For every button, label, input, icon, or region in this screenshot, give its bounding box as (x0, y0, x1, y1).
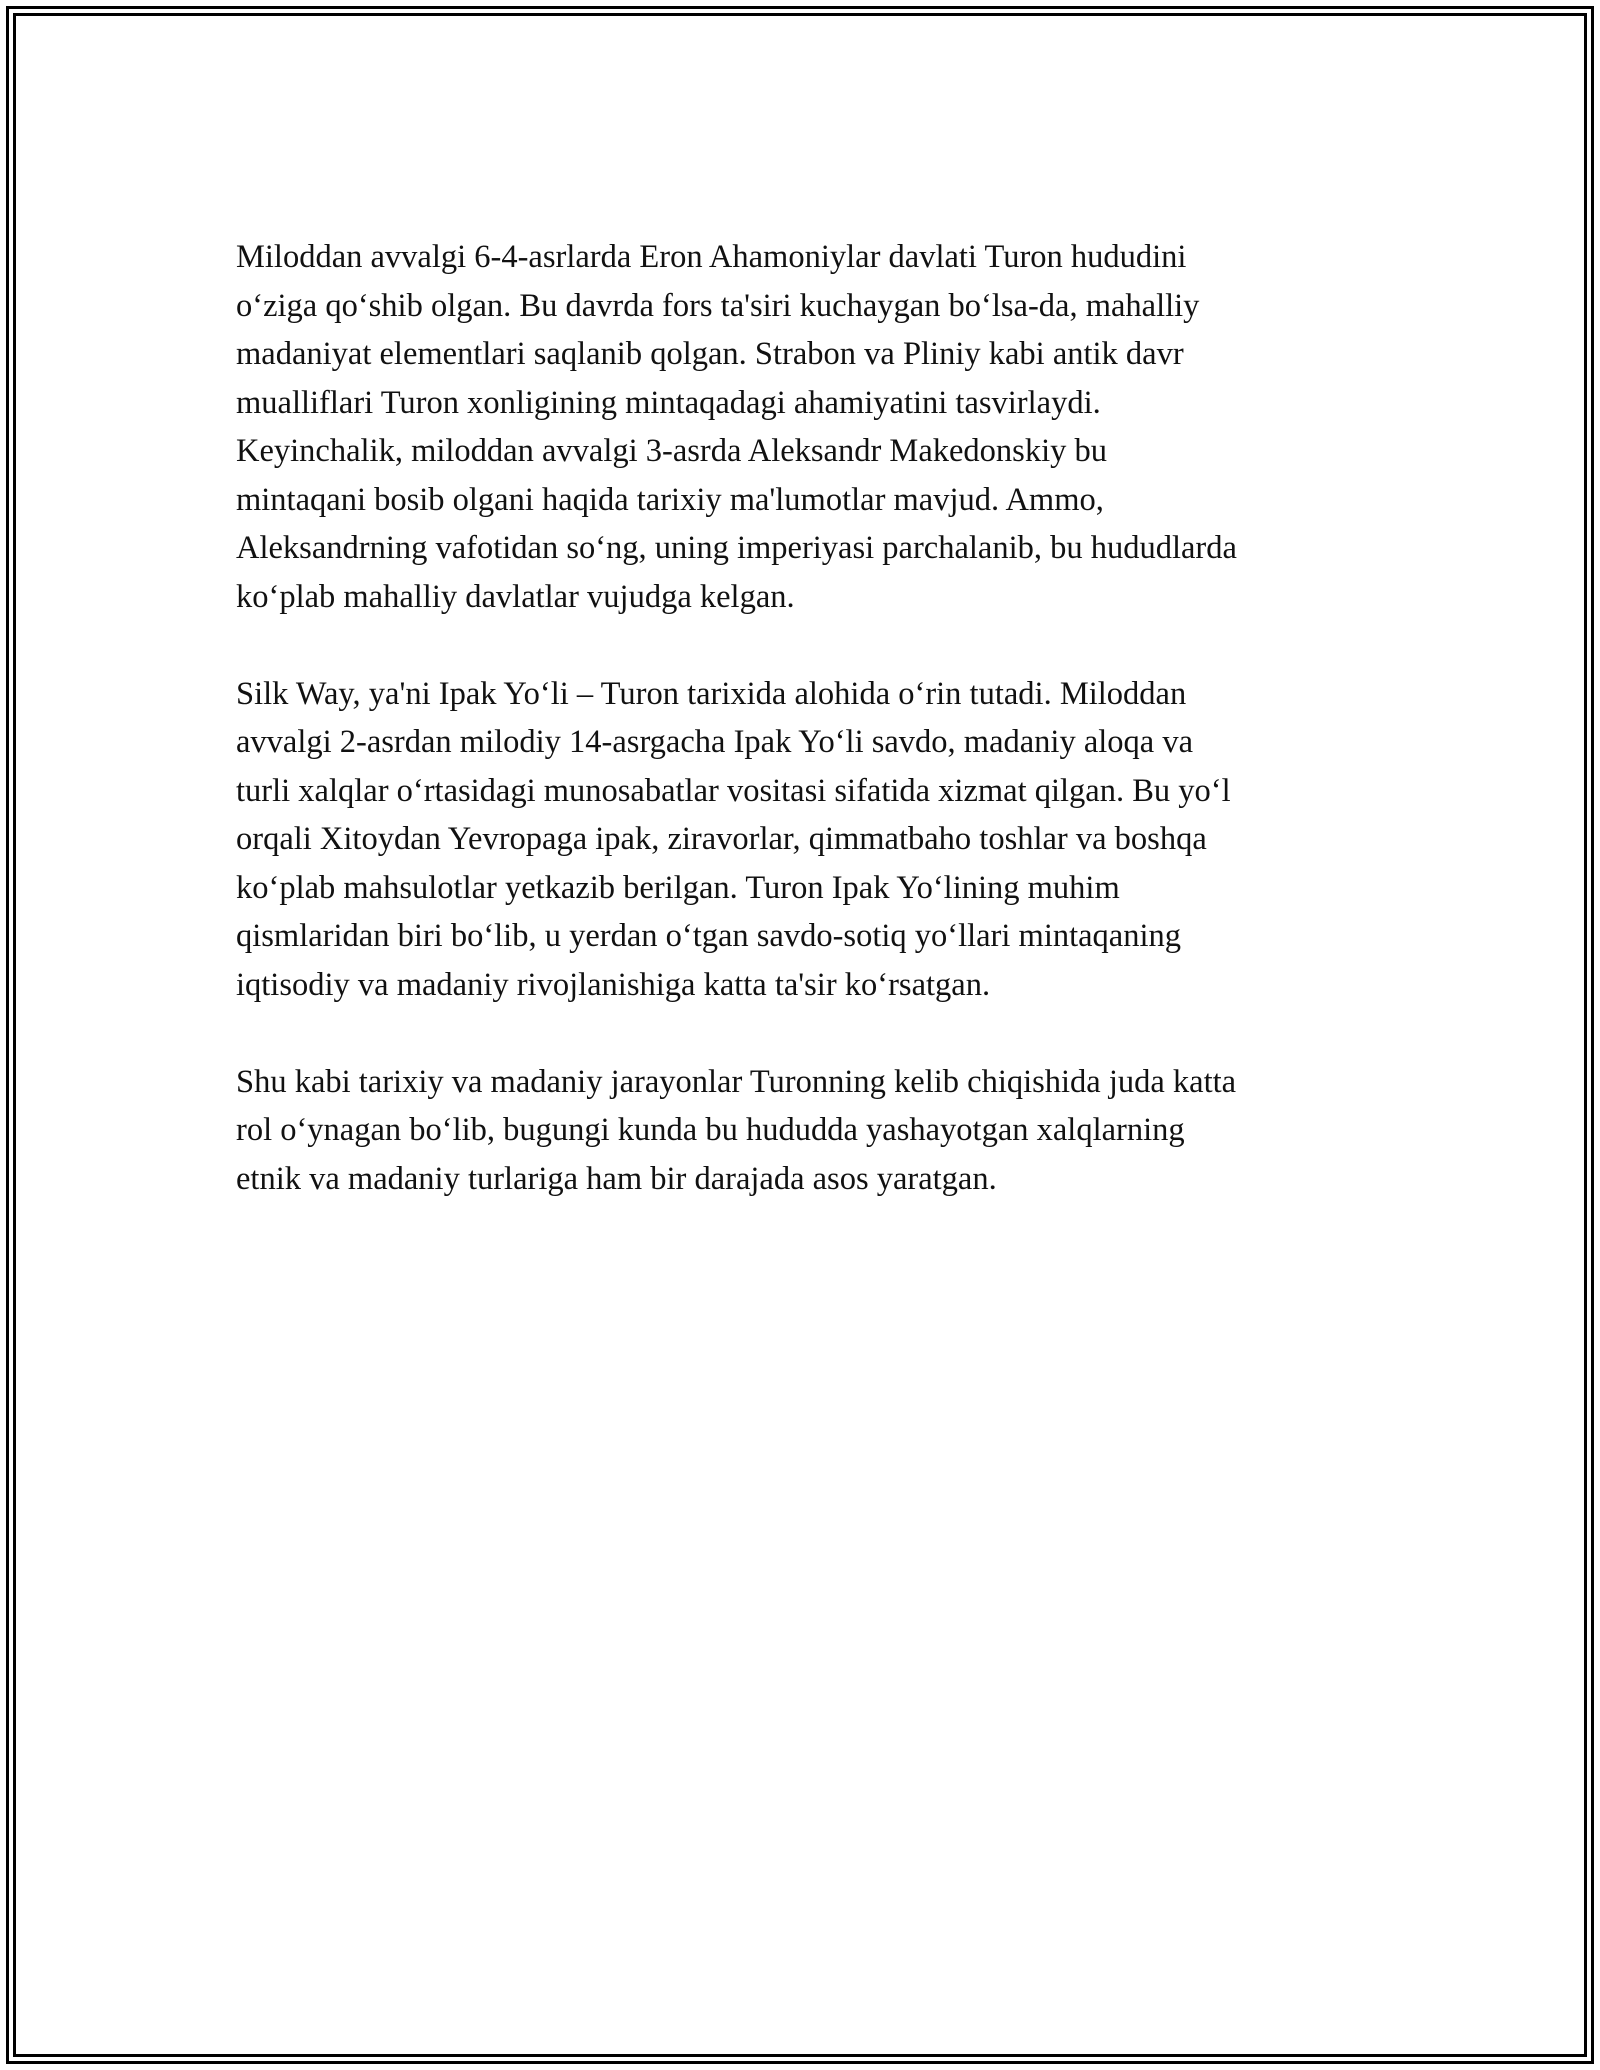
text-line: Miloddan avvalgi 6-4-asrlarda Eron Ahamoniylar davlati Turon hududini (236, 239, 1187, 275)
text-line: rol o‘ynagan bo‘lib, bugungi kunda bu hududda yashayotgan xalqlarning (236, 1112, 1185, 1148)
text-line: Aleksandrning vafotidan so‘ng, uning imperiyasi parchalanib, bu hududlarda (236, 530, 1237, 566)
document-body (236, 233, 1386, 1252)
text-line: mualliflari Turon xonligining mintaqadagi ahamiyatini tasvirlaydi. (236, 384, 1101, 421)
paragraph-1 (236, 233, 1386, 621)
text-line: mintaqani bosib olgani haqida tarixiy ma'lumotlar mavjud. Ammo, (236, 481, 1104, 518)
text-line: etnik va madaniy turlariga ham bir darajada asos yaratgan. (236, 1160, 997, 1197)
text-line: turli xalqlar o‘rtasidagi munosabatlar vositasi sifatida xizmat qilgan. Bu yo‘l (236, 772, 1231, 809)
text-line: ko‘plab mahsulotlar yetkazib berilgan. Turon Ipak Yo‘lining muhim (236, 869, 1120, 906)
text-line: avvalgi 2-asrdan milodiy 14-asrgacha Ipak Yo‘li savdo, madaniy aloqa va (236, 724, 1194, 760)
text-line: orqali Xitoydan Yevropaga ipak, ziravorlar, qimmatbaho toshlar va boshqa (236, 821, 1207, 857)
text-line: iqtisodiy va madaniy rivojlanishiga katta ta'sir ko‘rsatgan. (236, 966, 991, 1003)
paragraph-2 (236, 670, 1386, 1010)
paragraph-3 (236, 1058, 1386, 1204)
text-line: qismlaridan biri bo‘lib, u yerdan o‘tgan savdo-sotiq yo‘llari mintaqaning (236, 918, 1182, 954)
text-line: Shu kabi tarixiy va madaniy jarayonlar Turonning kelib chiqishida juda katta (236, 1063, 1237, 1100)
text-line: ko‘plab mahalliy davlatlar vujudga kelgan. (236, 578, 795, 615)
text-line: Silk Way, ya'ni Ipak Yo‘li – Turon tarixida alohida o‘rin tutadi. Miloddan (236, 675, 1187, 712)
text-line: o‘ziga qo‘shib olgan. Bu davrda fors ta'siri kuchaygan bo‘lsa-da, mahalliy (236, 287, 1200, 324)
text-line: madaniyat elementlari saqlanib qolgan. Strabon va Pliniy kabi antik davr (236, 336, 1184, 372)
text-line: Keyinchalik, miloddan avvalgi 3-asrda Aleksandr Makedonskiy bu (236, 433, 1107, 469)
